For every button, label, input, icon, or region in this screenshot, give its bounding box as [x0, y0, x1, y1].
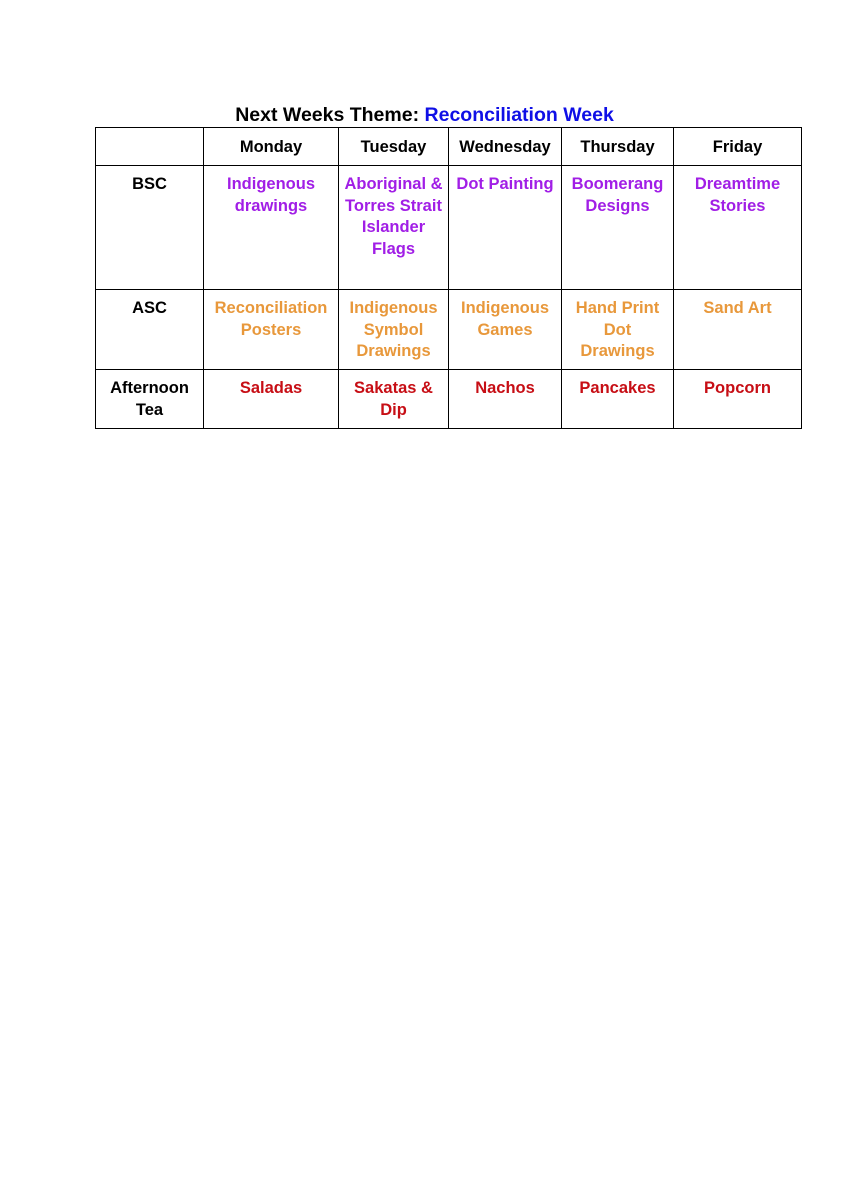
food-cell: Pancakes: [562, 370, 674, 429]
activity-cell: Indigenous drawings: [204, 166, 339, 290]
day-header: Friday: [674, 128, 802, 166]
theme-name: Reconciliation Week: [424, 104, 614, 126]
food-cell: Saladas: [204, 370, 339, 429]
day-header: Tuesday: [339, 128, 449, 166]
food-cell: Sakatas & Dip: [339, 370, 449, 429]
activity-cell: Indigenous Games: [449, 290, 562, 370]
afternoon-tea-row: [96, 370, 802, 429]
row-label: Afternoon Tea: [96, 370, 204, 429]
activity-cell: Dot Painting: [449, 166, 562, 290]
title-prefix: Next Weeks Theme:: [235, 104, 420, 126]
activity-cell: Boomerang Designs: [562, 166, 674, 290]
corner-cell: [96, 128, 204, 166]
day-header: Thursday: [562, 128, 674, 166]
activity-cell: Indigenous Symbol Drawings: [339, 290, 449, 370]
day-header: Wednesday: [449, 128, 562, 166]
activity-cell: Sand Art: [674, 290, 802, 370]
day-header: Monday: [204, 128, 339, 166]
activity-cell: Dreamtime Stories: [674, 166, 802, 290]
page-title: [0, 102, 849, 128]
header-row: [96, 128, 802, 166]
activity-cell: Reconciliation Posters: [204, 290, 339, 370]
food-cell: Popcorn: [674, 370, 802, 429]
activity-cell: Hand Print Dot Drawings: [562, 290, 674, 370]
activity-cell: Aboriginal & Torres Strait Islander Flags: [339, 166, 449, 290]
row-label: ASC: [96, 290, 204, 370]
bsc-row: [96, 166, 802, 290]
food-cell: Nachos: [449, 370, 562, 429]
row-label: BSC: [96, 166, 204, 290]
asc-row: [96, 290, 802, 370]
weekly-schedule-table: [95, 127, 802, 429]
